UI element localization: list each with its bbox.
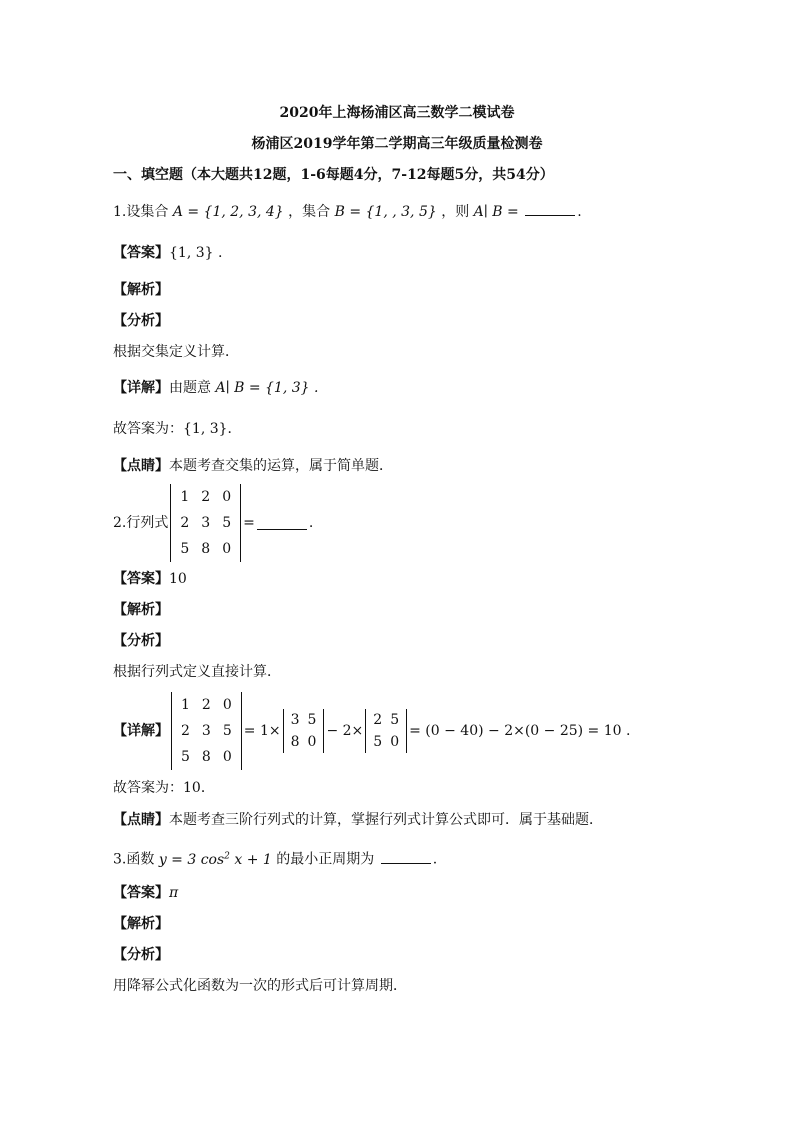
q3-jiexi: 【解析】 [113,916,169,932]
document-title: 2020年上海杨浦区高三数学二模试卷 [279,105,515,121]
set-b: B = {1, , 3, 5} [334,204,437,220]
q2-answer: 【答案】10 [113,571,187,587]
set-a: A = {1, 2, 3, 4} [172,204,284,220]
q1-analysis: 根据交集定义计算． [113,344,239,360]
q2-comment: 【点睛】本题考查三阶行列式的计算，掌握行列式计算公式即可．属于基础题． [113,812,603,828]
q2-detail: 【详解】 1 2 0 2 3 5 5 8 0 = 1× 3 5 8 0 − 2× 2 5 5 0 = (0 − 40) − 2×(0 − 25) = 10 . [113,692,630,770]
section-heading: 一、填空题（本大题共12题，1-6每题4分，7-12每题5分，共54分） [113,167,554,183]
q1-jiexi: 【解析】 [113,282,169,298]
q1-fenxi: 【分析】 [113,313,169,329]
answer-blank [381,851,431,864]
q1-final: 故答案为：{1, 3}． [113,421,242,437]
determinant-3x3-detail: 1 2 0 2 3 5 5 8 0 [171,692,242,770]
q3-fenxi: 【分析】 [113,947,169,963]
q1-comment: 【点睛】本题考查交集的运算，属于简单题． [113,458,393,474]
q1-answer: 【答案】{1, 3} . [113,245,223,261]
question-1: 1.设集合 A = {1, 2, 3, 4} ，集合 B = {1, , 3, 5} ，则 A∣ B = . [113,204,582,220]
q2-fenxi: 【分析】 [113,633,169,649]
minor-determinant-2: 2 5 5 0 [365,709,407,753]
intersection-expr: A∣ B = [473,204,519,220]
question-3: 3.函数 y = 3 $\cos^2 x + 1$ 的最小正周期为 . [113,851,438,868]
question-2: 2.行列式 1 2 0 2 3 5 5 8 0 = . [113,484,313,562]
q2-final: 故答案为：10． [113,780,215,796]
q1-detail: 【详解】由题意 A∣ B = {1, 3} . [113,380,319,396]
answer-blank [525,203,575,216]
determinant-3x3: 1 2 0 2 3 5 5 8 0 [170,484,241,562]
q3-answer: 【答案】π [113,885,179,901]
q2-jiexi: 【解析】 [113,602,169,618]
document-subtitle: 杨浦区2019学年第二学期高三年级质量检测卷 [251,136,543,152]
minor-determinant-1: 3 5 8 0 [283,709,325,753]
q3-analysis: 用降幂公式化函数为一次的形式后可计算周期． [113,978,407,994]
answer-blank [257,517,307,530]
function-expr: y = 3 $\cos^2 x + 1$ [158,851,272,868]
q2-analysis: 根据行列式定义直接计算． [113,664,281,680]
